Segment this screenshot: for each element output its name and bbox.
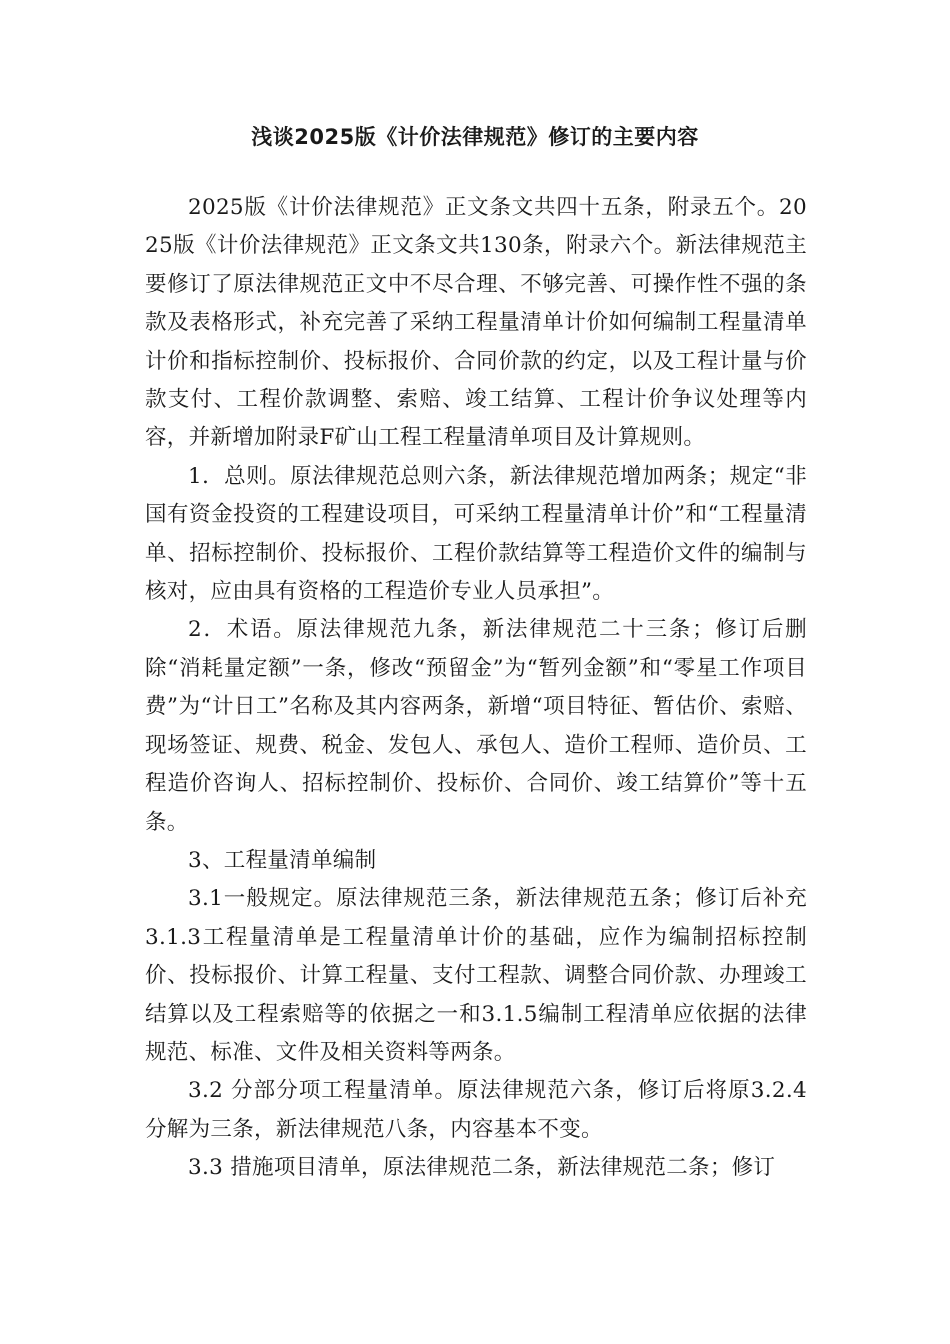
paragraph-terms: 2．术语。原法律规范九条，新法律规范二十三条；修订后删除“消耗量定额”一条，修改“预留金”为“暂列金额”和“零星工作项目费”为“计日工”名称及其内容两条，新增“项目特征、暂估价、索赔、现场签证、规费、税金、发包人、承包人、造价工程师、造价员、工程造价咨询人、招标控制价、投标价、合同价、竣工结算价”等十五条。: [145, 617, 807, 835]
section-heading-bill-of-quantities: 3、工程量清单编制: [188, 847, 377, 873]
paragraph-general-rules: 3.1一般规定。原法律规范三条，新法律规范五条；修订后补充3.1.3工程量清单是工程量清单计价的基础，应作为编制招标控制价、投标报价、计算工程量、支付工程款、调整合同价款、办理竣工结算以及工程索赔等的依据之一和3.1.5编制工程清单应依据的法律规范、标准、文件及相关资料等两条。: [145, 886, 807, 1065]
document-title: 浅谈2025版《计价法律规范》修订的主要内容: [251, 125, 699, 149]
paragraph-overview: 2025版《计价法律规范》正文条文共四十五条，附录五个。2025版《计价法律规范》正文条文共130条，附录六个。新法律规范主要修订了原法律规范正文中不尽合理、不够完善、可操作性不强的条款及表格形式，补充完善了采纳工程量清单计价如何编制工程量清单计价和指标控制价、投标报价、合同价款的约定，以及工程计量与价款支付、工程价款调整、索赔、竣工结算、工程计价争议处理等内容，并新增加附录F矿山工程工程量清单项目及计算规则。: [145, 195, 807, 451]
document-body: [145, 189, 807, 1188]
paragraph-sub-item-list: 3.2 分部分项工程量清单。原法律规范六条，修订后将原3.2.4分解为三条，新法律规范八条，内容基本不变。: [145, 1078, 807, 1142]
paragraph-measures-list: 3.3 措施项目清单，原法律规范二条，新法律规范二条；修订: [188, 1155, 776, 1181]
paragraph-general-provisions: 1．总则。原法律规范总则六条，新法律规范增加两条；规定“非国有资金投资的工程建设项目，可采纳工程量清单计价”和“工程量清单、招标控制价、投标报价、工程价款结算等工程造价文件的编制与核对，应由具有资格的工程造价专业人员承担”。: [145, 463, 807, 605]
